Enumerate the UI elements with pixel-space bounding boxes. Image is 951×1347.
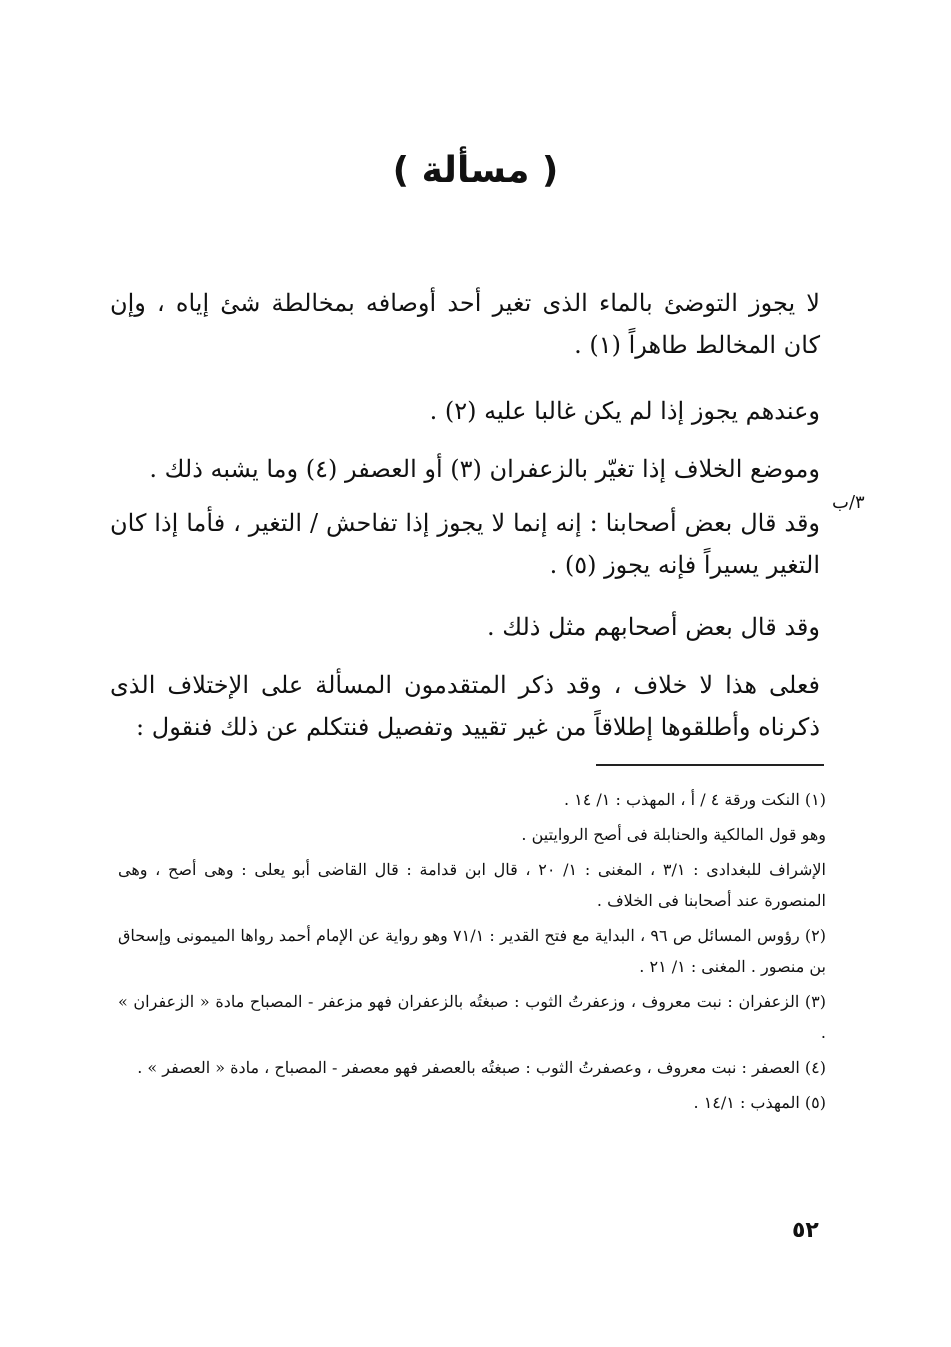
paragraph-4: وقد قال بعض أصحابنا : إنه إنما لا يجوز إذا تفاحش / التغير ، فأما إذا كان التغير يسيراً فإنه يجوز (٥) . (110, 509, 820, 579)
footnote-1-cont-a: وهو قول المالكية والحنابلة فى أصح الروايتين . (521, 825, 826, 844)
footnote-5: (٥) المهذب : ١٤/١ . (693, 1093, 826, 1112)
footnote-divider (596, 764, 824, 766)
page-heading: ( مسألة ) (392, 150, 559, 191)
paragraph-2: وعندهم يجوز إذا لم يكن غالبا عليه (٢) . (429, 397, 820, 425)
paragraph-5: وقد قال بعض أصحابهم مثل ذلك . (486, 613, 820, 641)
page-number: ٥٢ (792, 1218, 819, 1243)
footnotes (118, 784, 826, 1122)
paragraph-3: وموضع الخلاف إذا تغيّر بالزعفران (٣) أو العصفر (٤) وما يشبه ذلك . (149, 455, 820, 483)
footnote-3: (٣) الزعفران : نبت معروف ، وزعفرتُ الثوب : صبغتُه بالزعفران فهو مزعفر - المصباح مادة « الزعفران » . (118, 992, 826, 1042)
footnote-2: (٢) رؤوس المسائل ص ٩٦ ، البداية مع فتح القدير : ٧١/١ وهو رواية عن الإمام أحمد رواها الميمونى وإسحاق بن منصور . المغنى : ١/ ٢١ . (118, 926, 826, 976)
paragraph-1: لا يجوز التوضئ بالماء الذى تغير أحد أوصافه بمخالطة شئ إياه ، وإن كان المخالط طاهراً (١) . (110, 289, 820, 359)
paragraph-6: فعلى هذا لا خلاف ، وقد ذكر المتقدمون المسألة على الإختلاف الذى ذكرناه وأطلقوها إطلاقاً من غير تقييد وتفصيل فنتكلم عن ذلك فنقول : (110, 671, 820, 741)
footnote-1: (١) النكت ورقة ٤ / أ ، المهذب : ١/ ١٤ . (563, 790, 826, 809)
margin-folio-note: ٣/ب (832, 492, 865, 513)
footnote-1-cont-b: الإشراف للبغدادى : ٣/١ ، المغنى : ١/ ٢٠ ، قال ابن قدامة : قال القاضى أبو يعلى : وهى أصح ، وهى المنصورة عند أصحابنا فى الخلاف . (118, 860, 826, 910)
footnote-4: (٤) العصفر : نبت معروف ، وعصفرتُ الثوب : صبغتُه بالعصفر فهو معصفر - المصباح ، مادة « العصفر » . (137, 1058, 826, 1077)
